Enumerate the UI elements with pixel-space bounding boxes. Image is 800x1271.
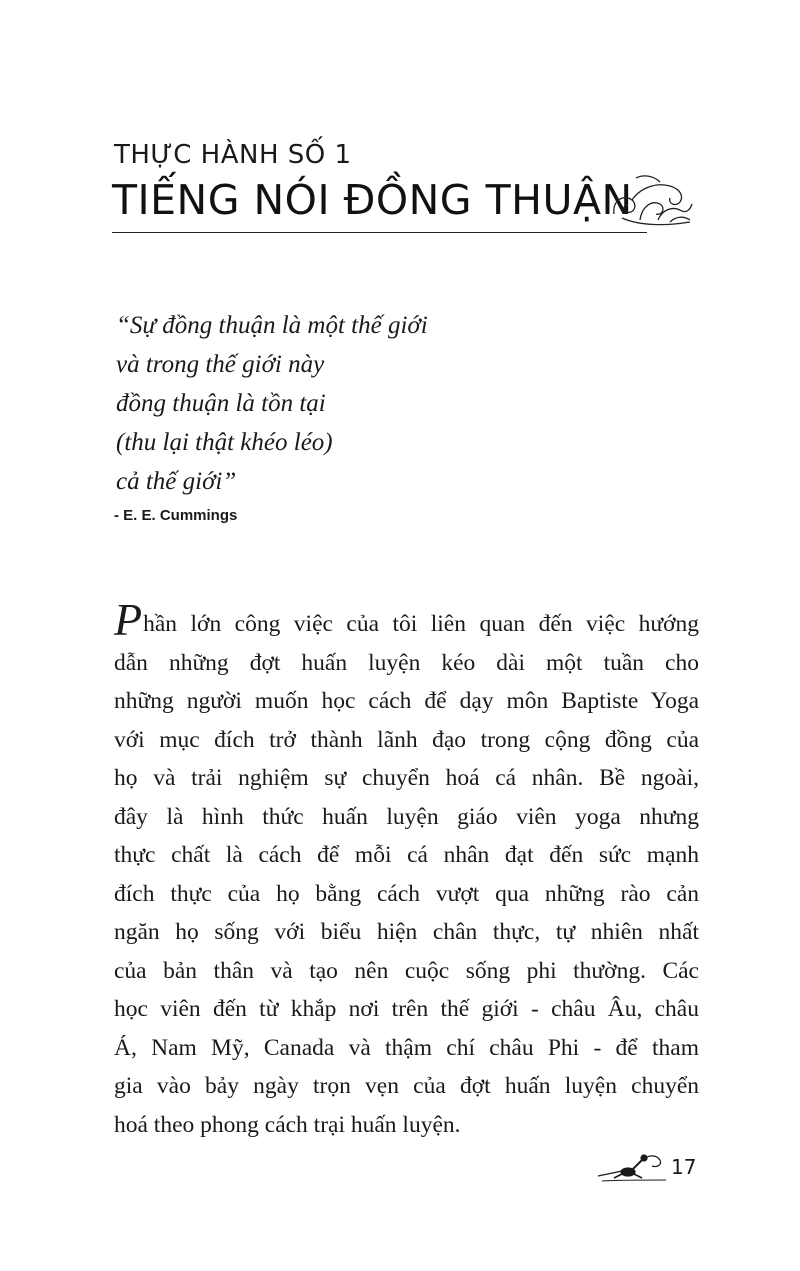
first-line-text: hần lớn công việc của tôi liên quan đến việc hướng: [143, 611, 699, 637]
practice-label: THỰC HÀNH SỐ 1: [114, 140, 352, 170]
body-line: gia vào bảy ngày trọn vẹn của đợt huấn luyện chuyển: [114, 1073, 699, 1099]
epigraph-line: “Sự đồng thuận là một thế giới: [116, 312, 428, 339]
body-line: họ và trải nghiệm sự chuyển hoá cá nhân. Bề ngoài,: [114, 765, 699, 791]
epigraph-line: đồng thuận là tồn tại: [116, 390, 326, 417]
epigraph-line: và trong thế giới này: [116, 351, 325, 378]
body-line: của bản thân và tạo nên cuộc sống phi thường. Các: [114, 957, 699, 984]
title-underline: [112, 232, 647, 233]
body-line: những người muốn học cách để dạy môn Baptiste Yoga: [114, 688, 699, 714]
body-line: [114, 594, 699, 645]
body-line: dẫn những đợt huấn luyện kéo dài một tuần cho: [114, 649, 699, 676]
body-line: ngăn họ sống với biểu hiện chân thực, tự nhiên nhất: [114, 919, 699, 945]
epigraph-line: cả thế giới”: [116, 468, 237, 495]
body-paragraph: [114, 594, 699, 1144]
body-line: với mục đích trở thành lãnh đạo trong cộng đồng của: [114, 726, 699, 753]
body-line: hoá theo phong cách trại huấn luyện.: [114, 1111, 461, 1138]
epigraph-line: (thu lại thật khéo léo): [116, 429, 333, 456]
body-line: thực chất là cách để mỗi cá nhân đạt đến sức mạnh: [114, 842, 699, 868]
page-number: 17: [671, 1155, 697, 1179]
chapter-title: TIẾNG NÓI ĐỒNG THUẬN: [112, 176, 633, 224]
epigraph-attribution: - E. E. Cummings: [114, 507, 238, 524]
body-line: Á, Nam Mỹ, Canada và thậm chí châu Phi - để tham: [114, 1034, 699, 1061]
epigraph: [116, 306, 428, 501]
yoga-figure-icon: [596, 1150, 668, 1184]
drop-cap: P: [114, 594, 143, 645]
body-line: đây là hình thức huấn luyện giáo viên yoga nhưng: [114, 803, 699, 830]
body-line: đích thực của họ bằng cách vượt qua những rào cản: [114, 880, 699, 907]
swirl-flourish-icon: [610, 170, 695, 234]
body-line: học viên đến từ khắp nơi trên thế giới - châu Âu, châu: [114, 996, 699, 1022]
